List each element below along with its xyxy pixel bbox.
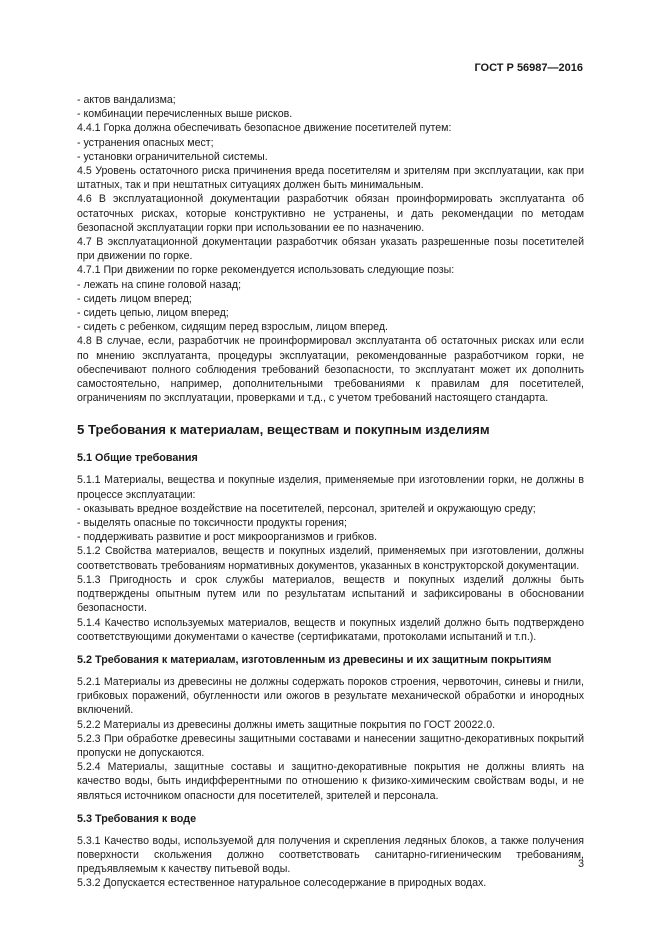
list-item: - сидеть лицом вперед; — [77, 292, 192, 305]
intro-block — [77, 93, 584, 405]
paragraph: 5.2.2 Материалы из древесины должны иметь защитные покрытия по ГОСТ 20022.0. — [77, 718, 496, 731]
list-item: - актов вандализма; — [77, 94, 176, 106]
paragraph: 5.1.3 Пригодность и срок службы материалов, веществ и покупных изделий должны быть подтверждены опытным путем или по результатам испытаний и зафиксированы в обосновании безопасности. — [77, 573, 584, 615]
paragraph: 5.2.3 При обработке древесины защитными составами и нанесении защитно-декоративных покрытий пропуски не допускаются. — [77, 732, 584, 759]
paragraph: 4.6 В эксплуатационной документации разработчик обязан проинформировать эксплуатанта об остаточных рисках, которые конструктивно не устранены, и дать рекомендации по методам безопасной эксплуатации горки при использовании ее по назначению. — [77, 193, 584, 234]
list-item: - комбинации перечисленных выше рисков. — [77, 108, 293, 121]
paragraph: 4.4.1 Горка должна обеспечивать безопасное движение посетителей путем: — [77, 122, 452, 135]
paragraph: 5.1.4 Качество используемых материалов, веществ и покупных изделий должно быть подтверждено соответствующими документами о качестве (сертификатами, протоколами испытаний и т.п.). — [77, 616, 584, 643]
list-item: - поддерживать развитие и рост микроорганизмов и грибков. — [77, 531, 378, 544]
list-item: - лежать на спине головой назад; — [77, 278, 242, 291]
paragraph: 5.3.2 Допускается естественное натуральное солесодержание в природных водах. — [77, 877, 487, 890]
document-body — [77, 93, 584, 891]
subsection-title-5-1: 5.1 Общие требования — [77, 452, 198, 465]
subsection-5-2-body — [77, 675, 584, 803]
list-item: - оказывать вредное воздействие на посетителей, персонал, зрителей и окружающую среду; — [77, 502, 536, 515]
paragraph: 5.1.2 Свойства материалов, веществ и покупных изделий, применяемых при изготовлении, должны соответствовать требованиям нормативных документов, указанных в конструкторской документации. — [77, 545, 584, 572]
paragraph: 5.3.1 Качество воды, используемой для получения и скрепления ледяных блоков, а также получения поверхности скольжения должно соответствовать санитарно-гигиеническим требованиям, предъявляемым к качеству питьевой воды. — [77, 834, 584, 876]
paragraph: 4.8 В случае, если, разработчик не проинформировал эксплуатанта об остаточных рисках или если по мнению эксплуатанта, процедуры эксплуатации, рекомендованные разработчиком горки, не обеспечивают полного соблюдения требований безопасности, то эксплуатант может их дополнить самостоятельно, например, дополнительными требованиями к правилам для посетителей, ограничениям по эксплуатации, проверками и т.д., с учетом требований настоящего стандарта. — [77, 335, 584, 405]
paragraph: 4.7.1 При движении по горке рекомендуется использовать следующие позы: — [77, 264, 455, 277]
subsection-title-5-3: 5.3 Требования к воде — [77, 812, 197, 825]
section-title: 5 Требования к материалам, веществам и покупным изделиям — [77, 422, 490, 438]
list-item: - установки ограничительной системы. — [77, 150, 268, 163]
list-item: - сидеть с ребенком, сидящим перед взрослым, лицом вперед. — [77, 321, 388, 334]
paragraph: 4.7 В эксплуатационной документации разработчик обязан указать разрешенные позы посетителей при движении по горке. — [77, 236, 584, 263]
list-item: - сидеть цепью, лицом вперед; — [77, 307, 229, 320]
paragraph: 5.2.1 Материалы из древесины не должны содержать пороков строения, червоточин, синевы и гнили, грибковых поражений, обугленности или ожогов в результате механической обработки и инородных включений. — [77, 675, 584, 717]
page-number: 3 — [578, 858, 584, 870]
paragraph: 5.1.1 Материалы, вещества и покупные изделия, применяемые при изготовлении горки, не должны в процессе эксплуатации: — [77, 474, 584, 501]
subsection-5-3-body — [77, 834, 584, 891]
list-item: - выделять опасные по токсичности продукты горения; — [77, 517, 347, 530]
document-code: ГОСТ Р 56987—2016 — [474, 62, 583, 74]
paragraph: 5.2.4 Материалы, защитные составы и защитно-декоративные покрытия не должны влиять на качество воды, быть индифферентными по отношению к физико-химическим свойствам воды, и не являться источником опасности для посетителей, зрителей и персонала. — [77, 761, 584, 802]
subsection-5-1-body — [77, 473, 584, 643]
subsection-title-5-2: 5.2 Требования к материалам, изготовленным из древесины и их защитным покрытиям — [77, 653, 552, 666]
list-item: - устранения опасных мест; — [77, 136, 214, 149]
paragraph: 4.5 Уровень остаточного риска причинения вреда посетителям и зрителям при эксплуатации, как при штатных, так и при нештатных ситуациях должен быть минимальным. — [77, 165, 584, 192]
